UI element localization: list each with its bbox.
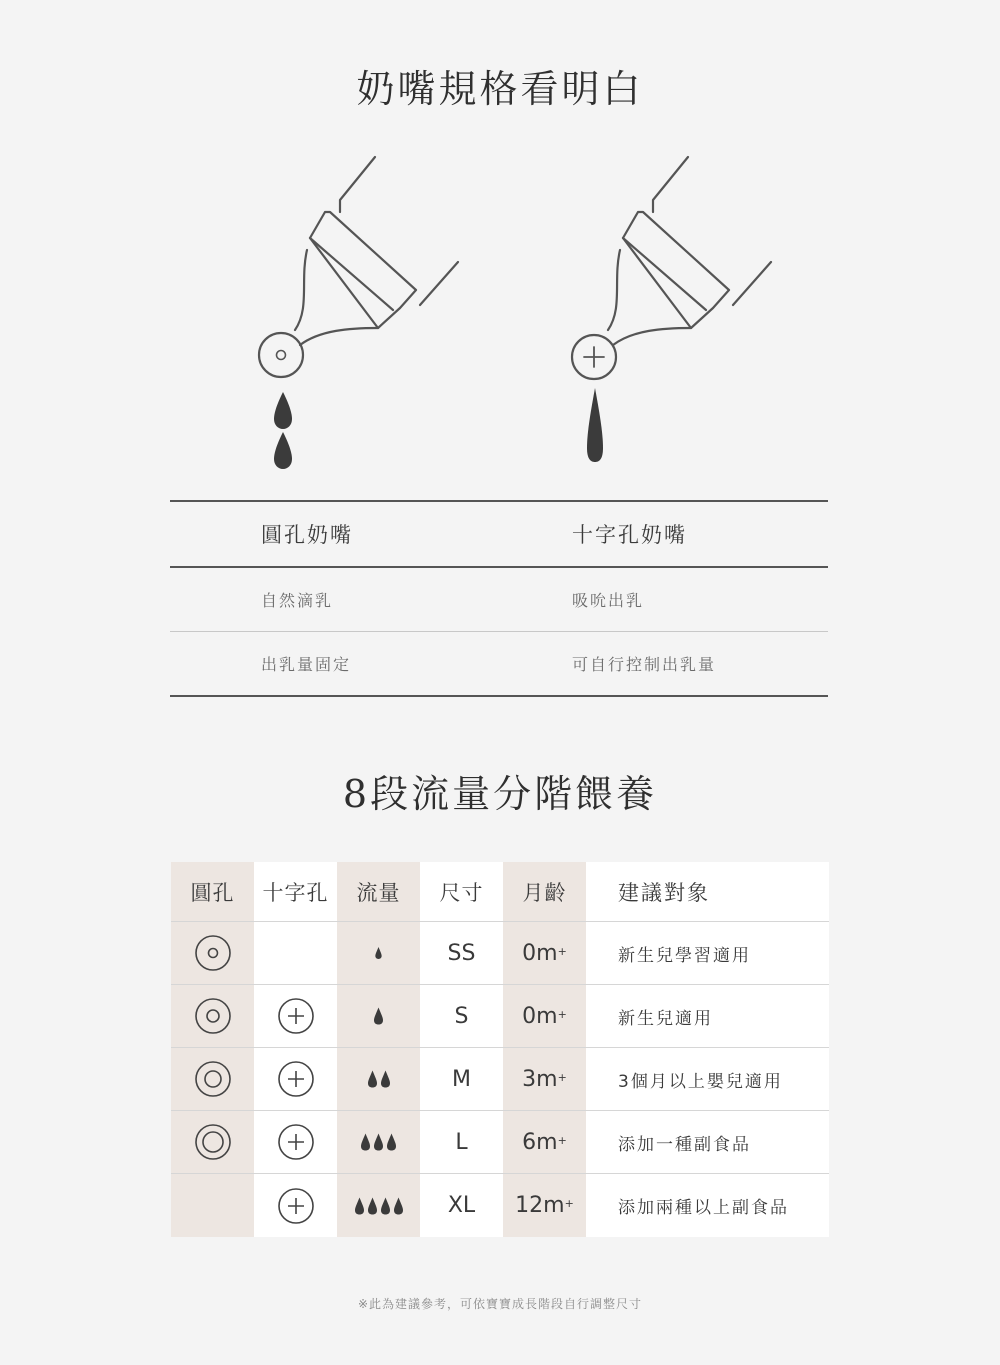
age-value: 0 [522, 1003, 537, 1029]
flow-cell [337, 1111, 420, 1174]
round-hole-icon [193, 933, 233, 973]
comparison-row [170, 568, 828, 632]
cross-hole-cell [254, 1174, 337, 1237]
age-value: 0 [522, 940, 537, 966]
age-unit: m [536, 940, 558, 966]
round-hole-cell [171, 985, 254, 1048]
milk-drop-icon [381, 1197, 390, 1214]
age-cell [503, 985, 586, 1048]
age-plus: + [557, 1133, 567, 1147]
round-hole-drops [274, 392, 292, 469]
size-cell: S [420, 985, 503, 1048]
cross-nipple-header: 十字孔奶嘴 [572, 523, 687, 547]
age-cell [503, 922, 586, 985]
size-cell: XL [420, 1174, 503, 1237]
comparison-header-row [170, 500, 828, 568]
flow-column-header: 流量 [337, 862, 420, 922]
cross-feature: 吸吮出乳 [572, 591, 645, 610]
age-cell [503, 1111, 586, 1174]
round-hole-icon [193, 996, 233, 1036]
milk-drop-icon [375, 947, 381, 959]
milk-drop-icon [374, 1008, 383, 1025]
cross-hole-nipple-illustration [572, 157, 771, 379]
cross-hole-cell [254, 922, 337, 985]
cross-hole-icon [276, 1059, 316, 1099]
cross-hole-icon [276, 1186, 316, 1226]
age-plus: + [557, 1070, 567, 1084]
milk-drop-icon [394, 1197, 403, 1214]
cross-hole-icon [276, 996, 316, 1036]
round-hole-cell [171, 1048, 254, 1111]
age-plus: + [557, 1007, 567, 1021]
age-value: 3 [522, 1066, 537, 1092]
milk-drop-icon [381, 1071, 390, 1088]
round-feature: 出乳量固定 [261, 655, 352, 674]
flow-stage-table [171, 862, 829, 1237]
age-plus: + [564, 1197, 574, 1210]
round-hole-nipple-illustration [259, 157, 458, 377]
size-cell: M [420, 1048, 503, 1111]
round-hole-cell [171, 922, 254, 985]
footnote: ※此為建議參考，可依寶寶成長階段自行調整尺寸 [357, 1297, 643, 1311]
size-cell: SS [420, 922, 503, 985]
age-value: 6 [522, 1129, 537, 1155]
comparison-row [170, 632, 828, 697]
age-column-header: 月齡 [503, 862, 586, 922]
age-unit: m [543, 1193, 565, 1218]
age-unit: m [536, 1066, 558, 1092]
milk-drop-icon [368, 1071, 377, 1088]
recommendation-cell: 3個月以上嬰兒適用 [586, 1048, 829, 1111]
round-hole-icon [193, 1122, 233, 1162]
recommendation-cell: 添加兩種以上副食品 [586, 1174, 829, 1237]
cross-feature: 可自行控制出乳量 [572, 655, 717, 674]
milk-drop-icon [374, 1134, 383, 1151]
cross-hole-cell [254, 985, 337, 1048]
age-cell [503, 1048, 586, 1111]
round-hole-icon [193, 1059, 233, 1099]
round-hole-cell [171, 1111, 254, 1174]
milk-drop-icon [368, 1197, 377, 1214]
round-hole-cell [171, 1174, 254, 1237]
milk-drop-icon [361, 1134, 370, 1151]
recommendation-cell: 新生兒適用 [586, 985, 829, 1048]
recommendation-cell: 新生兒學習適用 [586, 922, 829, 985]
age-unit: m [536, 1003, 558, 1029]
recommendation-column-header: 建議對象 [586, 862, 829, 922]
flow-cell [337, 1174, 420, 1237]
round-feature: 自然滴乳 [261, 591, 334, 610]
age-cell [503, 1174, 586, 1237]
round-hole-column-header: 圓孔 [171, 862, 254, 922]
section-title: 8段流量分階餵養 [342, 772, 658, 816]
cross-hole-icon [276, 1122, 316, 1162]
flow-cell [337, 922, 420, 985]
size-cell: L [420, 1111, 503, 1174]
flow-cell [337, 985, 420, 1048]
cross-hole-column-header: 十字孔 [254, 862, 337, 922]
nipple-comparison-illustration [0, 140, 1000, 480]
cross-hole-cell [254, 1111, 337, 1174]
recommendation-cell: 添加一種副食品 [586, 1111, 829, 1174]
cross-hole-cell [254, 1048, 337, 1111]
size-column-header: 尺寸 [420, 862, 503, 922]
cross-hole-stream [587, 388, 603, 462]
nipple-type-comparison-table [170, 500, 828, 697]
age-unit: m [536, 1129, 558, 1155]
age-plus: + [557, 944, 567, 958]
round-nipple-header: 圓孔奶嘴 [261, 523, 353, 547]
page-title: 奶嘴規格看明白 [356, 67, 644, 111]
flow-cell [337, 1048, 420, 1111]
milk-drop-icon [355, 1197, 364, 1214]
age-value: 12 [515, 1193, 544, 1218]
milk-drop-icon [387, 1134, 396, 1151]
